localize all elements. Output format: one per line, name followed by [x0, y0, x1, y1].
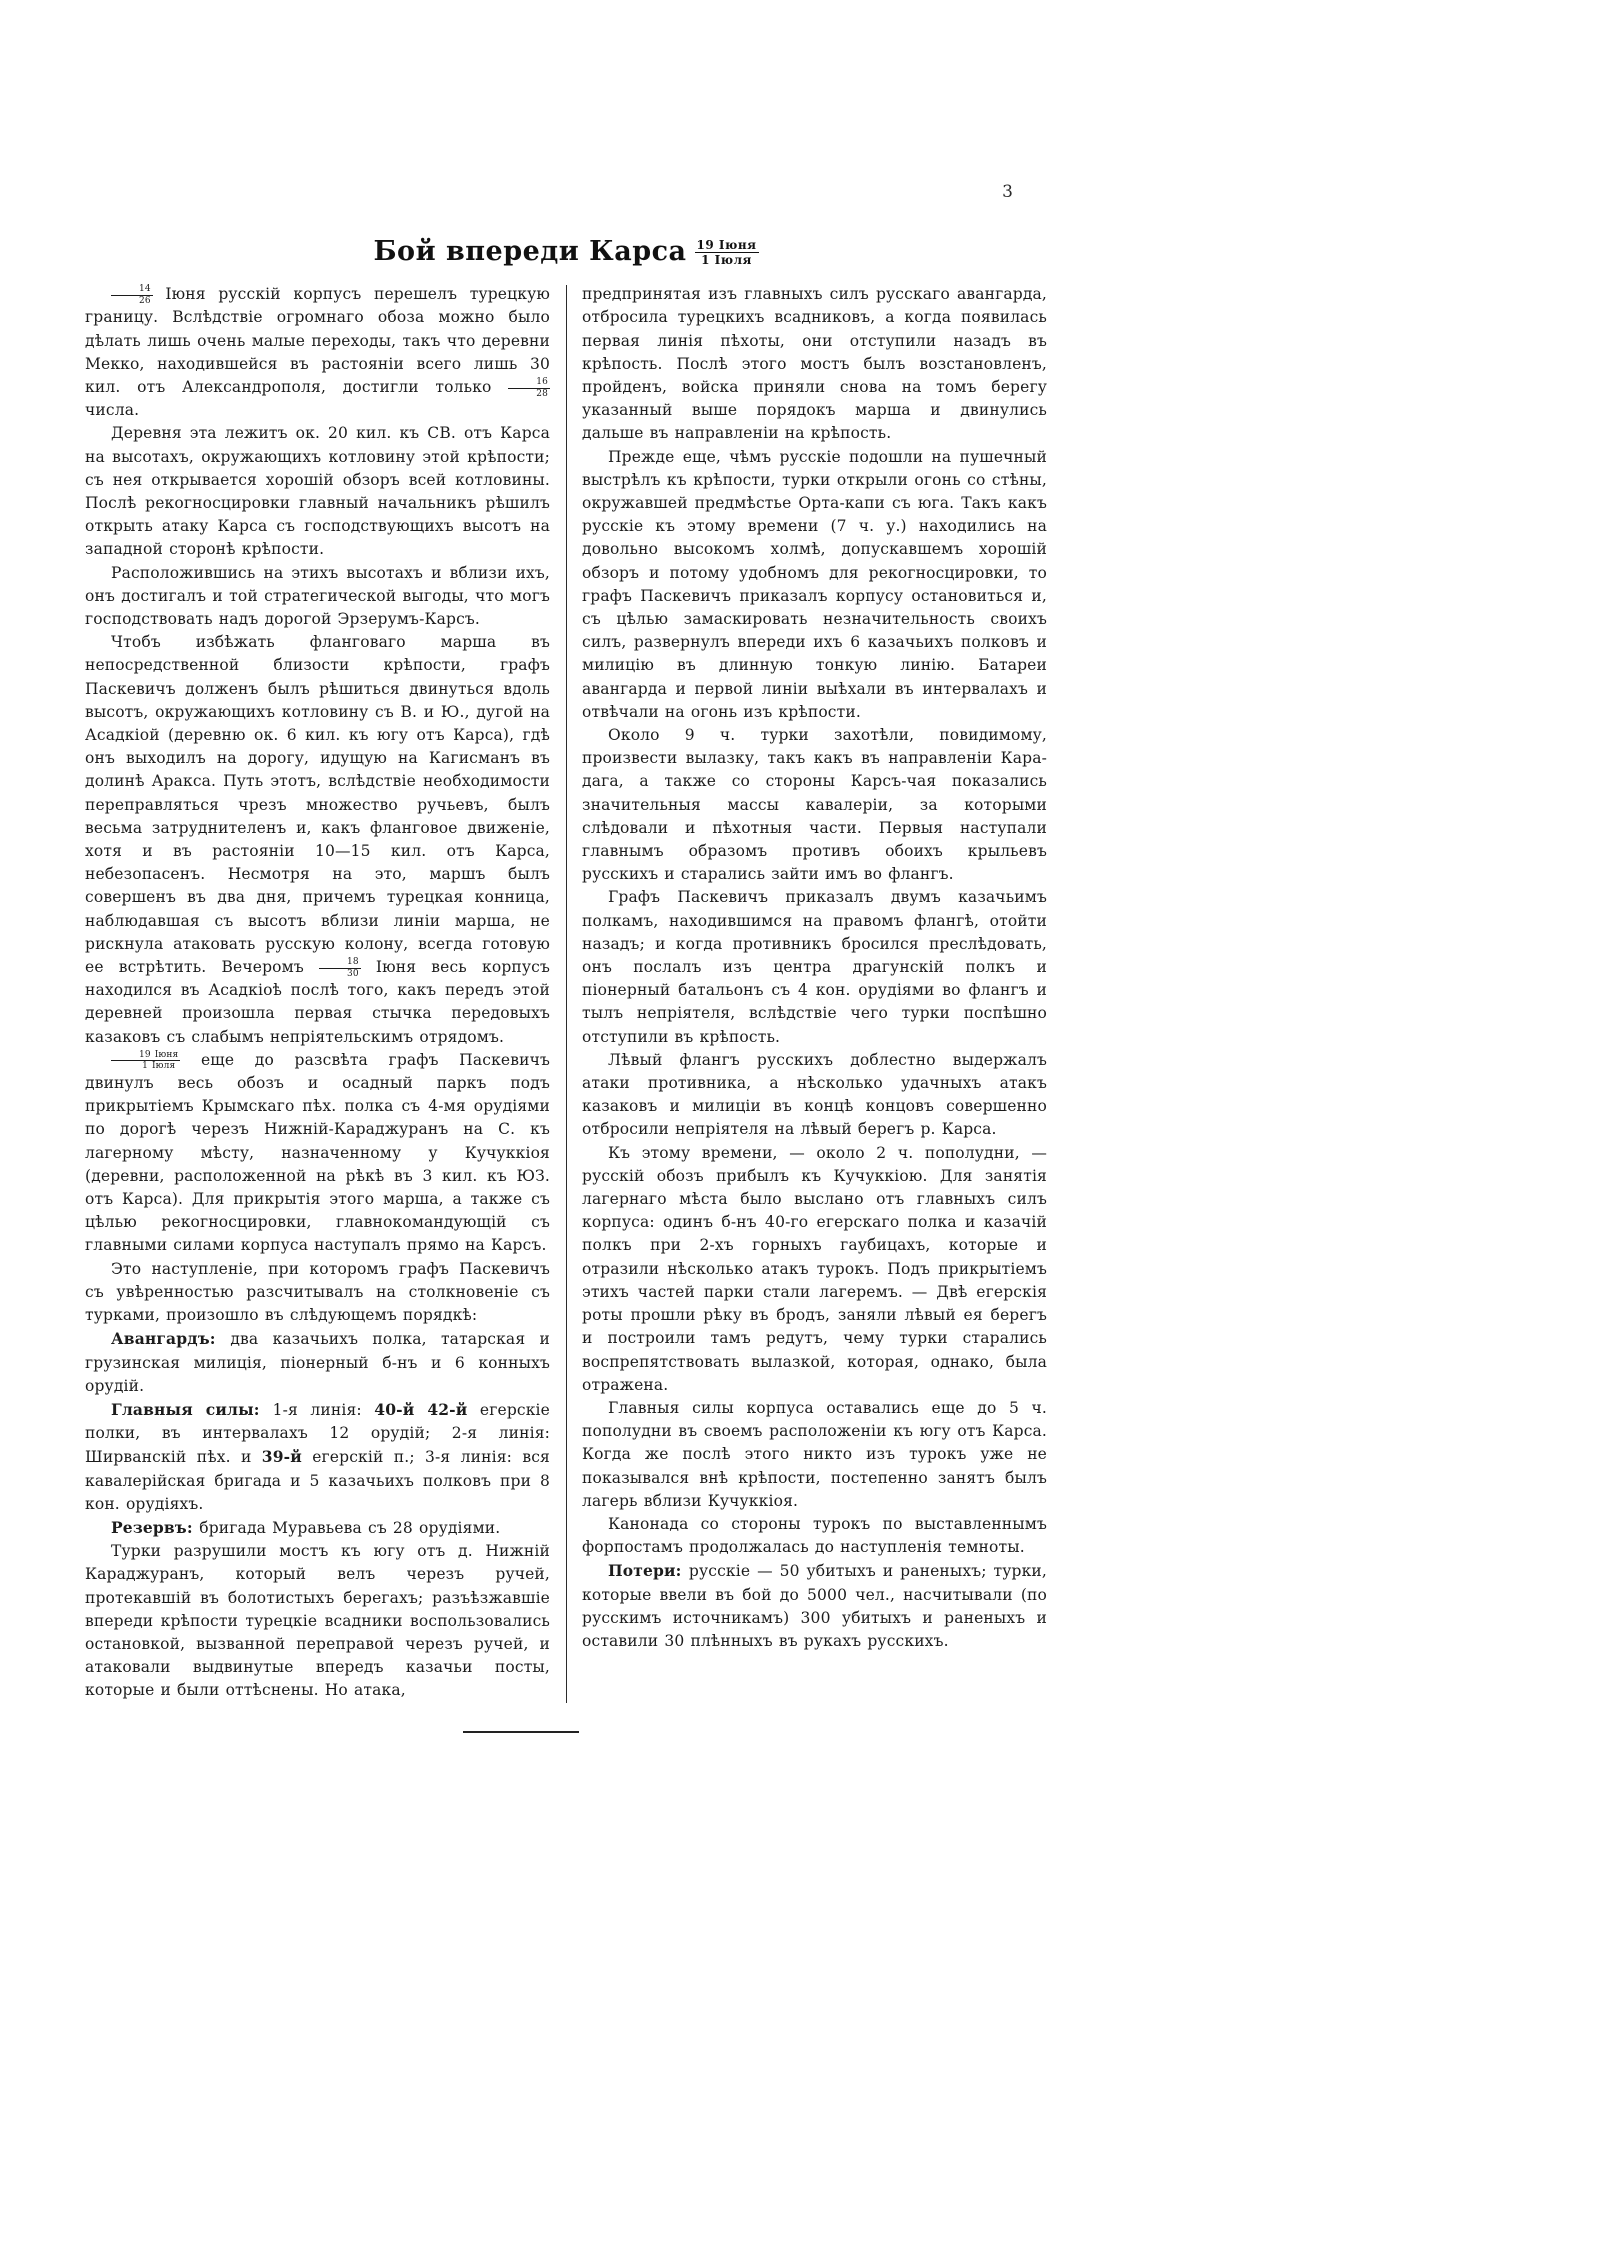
right-column: [582, 283, 1047, 1702]
paragraph: Это наступленіе, при которомъ графъ Паскевичъ съ увѣренностью разсчитывалъ на столкновеніе съ турками, произошло въ слѣдующемъ порядкѣ:: [85, 1259, 550, 1325]
paragraph: $\frac{14}{26}$ Іюня русскій корпусъ перешелъ турецкую границу. Вслѣдствіе огромнаго обоза можно было дѣлать лишь очень малые переходы, такъ что деревни Мекко, находившейся въ растояніи всего лишь 30 кил. отъ Александрополя, достигли только $\frac{16}{28}$ числа.: [85, 284, 550, 420]
paragraph: Главныя силы корпуса оставались еще до 5 ч. пополудни въ своемъ расположеніи къ югу отъ Карса. Когда же послѣ этого никто изъ турокъ уже не показывался внѣ крѣпости, постепенно занятъ былъ лагерь вблизи Кучуккіоя.: [582, 1398, 1047, 1510]
paragraph: Канонада со стороны турокъ по выставленнымъ форпостамъ продолжалась до наступленія темноты.: [582, 1514, 1047, 1557]
paragraph: Деревня эта лежитъ ок. 20 кил. къ СВ. отъ Карса на высотахъ, окружающихъ котловину этой крѣпости; съ нея открывается хорошій обзоръ всей котловины. Послѣ рекогносцировки главный начальникъ рѣшилъ открыть атаку Карса съ господствующихъ высотъ на западной сторонѣ крѣпости.: [85, 424, 550, 559]
title-date-fraction: [695, 238, 759, 267]
paragraph: $\frac{\text{19 Іюня}}{\text{1 Іюля}}$ еще до разсвѣта графъ Паскевичъ двинулъ весь обозъ и осадный паркъ подъ прикрытіемъ Крымскаго пѣх. полка съ 4-мя орудіями по дорогѣ черезъ Нижній-Караджуранъ на С. къ лагерному мѣсту, назначенному у Кучуккіоя (деревни, расположенной на рѣкѣ въ 3 кил. къ ЮЗ. отъ Карса). Для прикрытія этого марша, а также съ цѣлью рекогносцировки, главнокомандующій съ главными силами корпуса наступалъ прямо на Карсъ.: [85, 1049, 550, 1255]
paragraph: Лѣвый флангъ русскихъ доблестно выдержалъ атаки противника, а нѣсколько удачныхъ атакъ казаковъ и милиціи въ концѣ концовъ совершенно отбросили непріятеля на лѣвый берегъ р. Карса.: [582, 1050, 1047, 1139]
paragraph: Къ этому времени, — около 2 ч. пополудни, — русскій обозъ прибылъ къ Кучуккіою. Для занятія лагернаго мѣста было выслано отъ главныхъ силъ корпуса: одинъ б-нъ 40-го егерскаго полка и казачій полкъ при 2-хъ горныхъ гаубицахъ, которые и отразили нѣсколько атакъ турокъ. Подъ прикрытіемъ этихъ частей парки стали лагеремъ. — Двѣ егерскія роты прошли рѣку въ бродъ, заняли лѣвый ея берегъ и построили тамъ редутъ, чему турки старались воспрепятствовать вылазкой, которая, однако, была отражена.: [582, 1143, 1047, 1394]
inline-bold: 39-й: [261, 1447, 302, 1467]
paragraph: Потери: русскіе — 50 убитыхъ и раненыхъ; турки, которые ввели въ бой до 5000 чел., насчитывали (по русскимъ источникамъ) 300 убитыхъ и раненыхъ и оставили 30 плѣнныхъ въ рукахъ русскихъ.: [582, 1561, 1047, 1650]
paragraph: Резервъ: бригада Муравьева съ 28 орудіями.: [111, 1517, 501, 1537]
left-column: [85, 283, 550, 1702]
paragraph-lead: Главныя силы:: [111, 1399, 273, 1419]
paragraph-lead: Авангардъ:: [111, 1329, 231, 1349]
paragraph: Главныя силы: 1-я линія: 40-й 42-й егерскіе полки, въ интервалахъ 12 орудій; 2-я линія: Ширванскій пѣх. и 39-й егерскій п.; 3-я линія: вся кавалерійская бригада и 5 казачьихъ полковъ при 8 кон. орудіяхъ.: [85, 1399, 550, 1513]
paragraph: Графъ Паскевичъ приказалъ двумъ казачьимъ полкамъ, находившимся на правомъ флангѣ, отойти назадъ; и когда противникъ бросился преслѣдовать, онъ послалъ изъ центра драгунскій полкъ и піонерный батальонъ съ 4 кон. орудіями во флангъ и тылъ непріятеля, вслѣдствіе чего турки поспѣшно отступили въ крѣпость.: [582, 888, 1047, 1046]
title-date-bottom: 1 Іюля: [701, 253, 752, 267]
paragraph: Турки разрушили мостъ къ югу отъ д. Нижній Караджуранъ, который велъ черезъ ручей, протекавшій въ болотистыхъ берегахъ; разъѣзжавшіе впереди крѣпости турецкіе всадники воспользовались остановкой, вызванной переправой черезъ ручей, и атаковали выдвинутые впередъ казачьи посты, которые и были оттѣснены. Но атака,: [85, 1542, 550, 1700]
paragraph: Расположившись на этихъ высотахъ и вблизи ихъ, онъ достигалъ и той стратегической выгоды, что могъ господствовать надъ дорогой Эрзерумъ-Карсъ.: [85, 563, 550, 628]
date-fraction: $\frac{16}{28}$: [508, 377, 550, 399]
end-of-article-rule: [463, 1731, 579, 1733]
paragraph: Прежде еще, чѣмъ русскіе подошли на пушечный выстрѣлъ къ крѣпости, турки открыли огонь со стѣны, окружавшей предмѣстье Орта-капи съ юга. Такъ какъ русскіе къ этому времени (7 ч. у.) находились на довольно высокомъ холмѣ, допускавшемъ хорошій обзоръ и потому удобномъ для рекогносцировки, то графъ Паскевичъ приказалъ корпусу остановиться и, съ цѣлью замаскировать незначительность своихъ силъ, развернулъ впереди ихъ 6 казачьихъ полковъ и милицію въ длинную тонкую линію. Батареи авангарда и первой линіи выѣхали въ интервалахъ и отвѣчали на огонь изъ крѣпости.: [582, 447, 1047, 721]
column-divider-rule: [566, 285, 567, 1702]
paragraph: Авангардъ: два казачьихъ полка, татарская и грузинская милиція, піонерный б-нъ и 6 конныхъ орудій.: [85, 1329, 550, 1395]
date-fraction: $\frac{14}{26}$: [111, 284, 153, 306]
date-fraction: $\frac{18}{30}$: [319, 957, 361, 979]
title-date-top: 19 Іюня: [696, 237, 757, 252]
paragraph: Около 9 ч. турки захотѣли, повидимому, произвести вылазку, такъ какъ въ направленіи Кара-дага, а также со стороны Карсъ-чая показались значительныя массы кавалеріи, за которыми слѣдовали и пѣхотныя части. Первыя наступали главнымъ образомъ противъ обоихъ крыльевъ русскихъ и старались зайти имъ во флангъ.: [582, 726, 1047, 884]
inline-bold: 40-й 42-й: [374, 1399, 468, 1419]
article-title: [85, 236, 1047, 267]
article-title-text: Бой впереди Карса: [373, 236, 687, 267]
paragraph: предпринятая изъ главныхъ силъ русскаго авангарда, отбросила турецкихъ всадниковъ, а когда появилась первая линія пѣхоты, они отступили назадъ въ крѣпость. Послѣ этого мостъ былъ возстановленъ, пройденъ, войска приняли снова на томъ берегу указанный выше порядокъ марша и двинулись дальше въ направленіи на крѣпость.: [582, 285, 1047, 443]
two-column-layout: [85, 283, 1047, 1702]
date-fraction: $\frac{\text{19 Іюня}}{\text{1 Іюля}}$: [111, 1050, 180, 1072]
paragraph-lead: Потери:: [608, 1561, 689, 1581]
paragraph: Чтобъ избѣжать фланговаго марша въ непосредственной близости крѣпости, графъ Паскевичъ долженъ былъ рѣшиться двинуться вдоль высотъ, окружающихъ котловину съ В. и Ю., дугой на Асадкіой (деревню ок. 6 кил. къ югу отъ Карса), гдѣ онъ выходилъ на дорогу, идущую на Кагисманъ въ долинѣ Аракса. Путь этотъ, вслѣдствіе необходимости переправляться чрезъ множество ручьевъ, былъ весьма затруднителенъ и, какъ фланговое движеніе, хотя и въ растояніи 10—15 кил. отъ Карса, небезопасенъ. Несмотря на это, маршъ былъ совершенъ въ два дня, причемъ турецкая конница, наблюдавшая съ высотъ вблизи линіи марша, не рискнула атаковать русскую колону, всегда готовую ее встрѣтить. Вечеромъ $\frac{18}{30}$ Іюня весь корпусъ находился въ Асадкіоѣ послѣ того, какъ передъ этой деревней произошла первая стычка передовыхъ казаковъ съ слабымъ непріятельскимъ отрядомъ.: [85, 633, 550, 1046]
paragraph-lead: Резервъ:: [111, 1517, 200, 1537]
page-number: 3: [1002, 182, 1013, 202]
page-content: [85, 182, 1047, 1733]
